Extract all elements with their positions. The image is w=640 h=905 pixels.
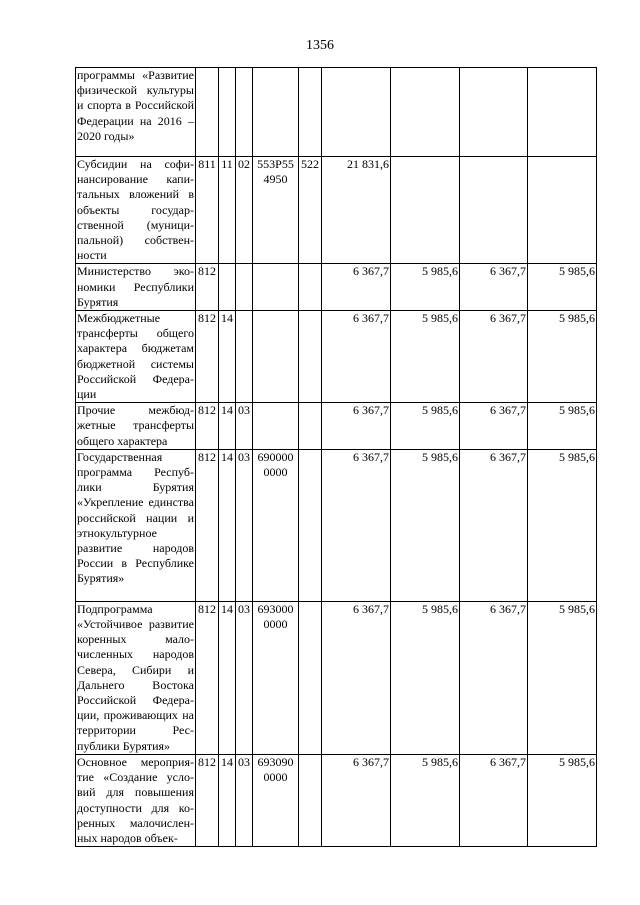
amount-1 <box>322 68 391 157</box>
row-name: Министерство экономики Республики Бурятия <box>77 264 194 309</box>
section-code: 14 <box>219 754 236 846</box>
section-code: 14 <box>219 449 236 601</box>
expense-type-code <box>299 449 322 601</box>
amount-2: 5 985,6 <box>391 754 460 846</box>
grbs-code <box>196 68 219 157</box>
section-code: 14 <box>219 601 236 754</box>
amount-1: 6 367,7 <box>322 403 391 450</box>
target-article-code <box>253 264 299 311</box>
amount-3: 6 367,7 <box>460 264 528 311</box>
row-name: Государственная программа Республики Бурятия «Укрепление единства российской нации и этнокультурное развитие народов России в Республике Бурятия» <box>76 449 196 601</box>
amount-1: 6 367,7 <box>322 601 391 754</box>
amount-3: 6 367,7 <box>460 449 528 601</box>
target-article-code: 553Р55 4950 <box>253 157 299 264</box>
amount-4: 5 985,6 <box>528 264 597 311</box>
expense-type-code <box>299 403 322 450</box>
table-row <box>76 157 597 264</box>
section-code: 14 <box>219 311 236 403</box>
amount-4: 5 985,6 <box>528 754 597 846</box>
subsection-code: 03 <box>236 449 253 601</box>
subsection-code <box>236 311 253 403</box>
subsection-code: 03 <box>236 601 253 754</box>
target-article-code <box>253 403 299 450</box>
subsection-code <box>236 264 253 311</box>
expense-type-code <box>299 68 322 157</box>
grbs-code: 812 <box>196 601 219 754</box>
amount-4: 5 985,6 <box>528 403 597 450</box>
target-article-code: 693000 0000 <box>253 601 299 754</box>
target-article-code <box>253 311 299 403</box>
amount-3 <box>460 157 528 264</box>
amount-4 <box>528 157 597 264</box>
grbs-code: 812 <box>196 264 219 311</box>
page-number: 1356 <box>306 38 334 53</box>
table-row <box>76 449 597 601</box>
budget-table <box>75 67 597 847</box>
row-name: Прочие межбюджетные трансферты общего характера <box>77 403 194 448</box>
amount-3: 6 367,7 <box>460 311 528 403</box>
expense-type-code <box>299 601 322 754</box>
row-name: Субсидии на софинансирование капитальных вложений в объекты государственной (муниципальной) собственности <box>77 157 194 263</box>
grbs-code: 811 <box>196 157 219 264</box>
table-row <box>76 264 597 311</box>
expense-type-code <box>299 754 322 846</box>
subsection-code <box>236 68 253 157</box>
amount-3: 6 367,7 <box>460 754 528 846</box>
amount-3: 6 367,7 <box>460 403 528 450</box>
section-code <box>219 264 236 311</box>
amount-1: 6 367,7 <box>322 311 391 403</box>
amount-4: 5 985,6 <box>528 449 597 601</box>
target-article-code: 690000 0000 <box>253 449 299 601</box>
subsection-code: 03 <box>236 754 253 846</box>
grbs-code: 812 <box>196 311 219 403</box>
amount-2: 5 985,6 <box>391 264 460 311</box>
amount-1: 6 367,7 <box>322 449 391 601</box>
amount-3 <box>460 68 528 157</box>
amount-2: 5 985,6 <box>391 601 460 754</box>
amount-2 <box>391 68 460 157</box>
expense-type-code <box>299 311 322 403</box>
section-code <box>219 68 236 157</box>
table-row <box>76 403 597 450</box>
subsection-code: 02 <box>236 157 253 264</box>
row-name: программы «Развитие физической культуры и спорта в Российской Федерации на 2016 – 2020 годы» <box>76 68 196 157</box>
grbs-code: 812 <box>196 403 219 450</box>
table-row <box>76 311 597 403</box>
subsection-code: 03 <box>236 403 253 450</box>
expense-type-code: 522 <box>299 157 322 264</box>
amount-1: 6 367,7 <box>322 264 391 311</box>
amount-4: 5 985,6 <box>528 311 597 403</box>
section-code: 14 <box>219 403 236 450</box>
table-row <box>76 754 597 846</box>
amount-1: 21 831,6 <box>322 157 391 264</box>
grbs-code: 812 <box>196 449 219 601</box>
row-name: Основное мероприятие «Создание условий для повышения доступности для коренных малочисленных народов объек- <box>77 754 194 845</box>
target-article-code: 693090 0000 <box>253 754 299 846</box>
table-row <box>76 68 597 157</box>
amount-2: 5 985,6 <box>391 311 460 403</box>
row-name: Подпрограмма «Устойчивое развитие коренных малочисленных народов Севера, Сибири и Дальнего Востока Российской Федерации, проживающих на территории Республики Бурятия» <box>77 601 194 753</box>
amount-2 <box>391 157 460 264</box>
amount-3: 6 367,7 <box>460 601 528 754</box>
section-code: 11 <box>219 157 236 264</box>
target-article-code <box>253 68 299 157</box>
grbs-code: 812 <box>196 754 219 846</box>
amount-1: 6 367,7 <box>322 754 391 846</box>
amount-2: 5 985,6 <box>391 449 460 601</box>
amount-4 <box>528 68 597 157</box>
row-name: Межбюджетные трансферты общего характера бюджетам бюджетной системы Российской Федерации <box>77 311 194 402</box>
amount-4: 5 985,6 <box>528 601 597 754</box>
expense-type-code <box>299 264 322 311</box>
amount-2: 5 985,6 <box>391 403 460 450</box>
table-row <box>76 601 597 754</box>
